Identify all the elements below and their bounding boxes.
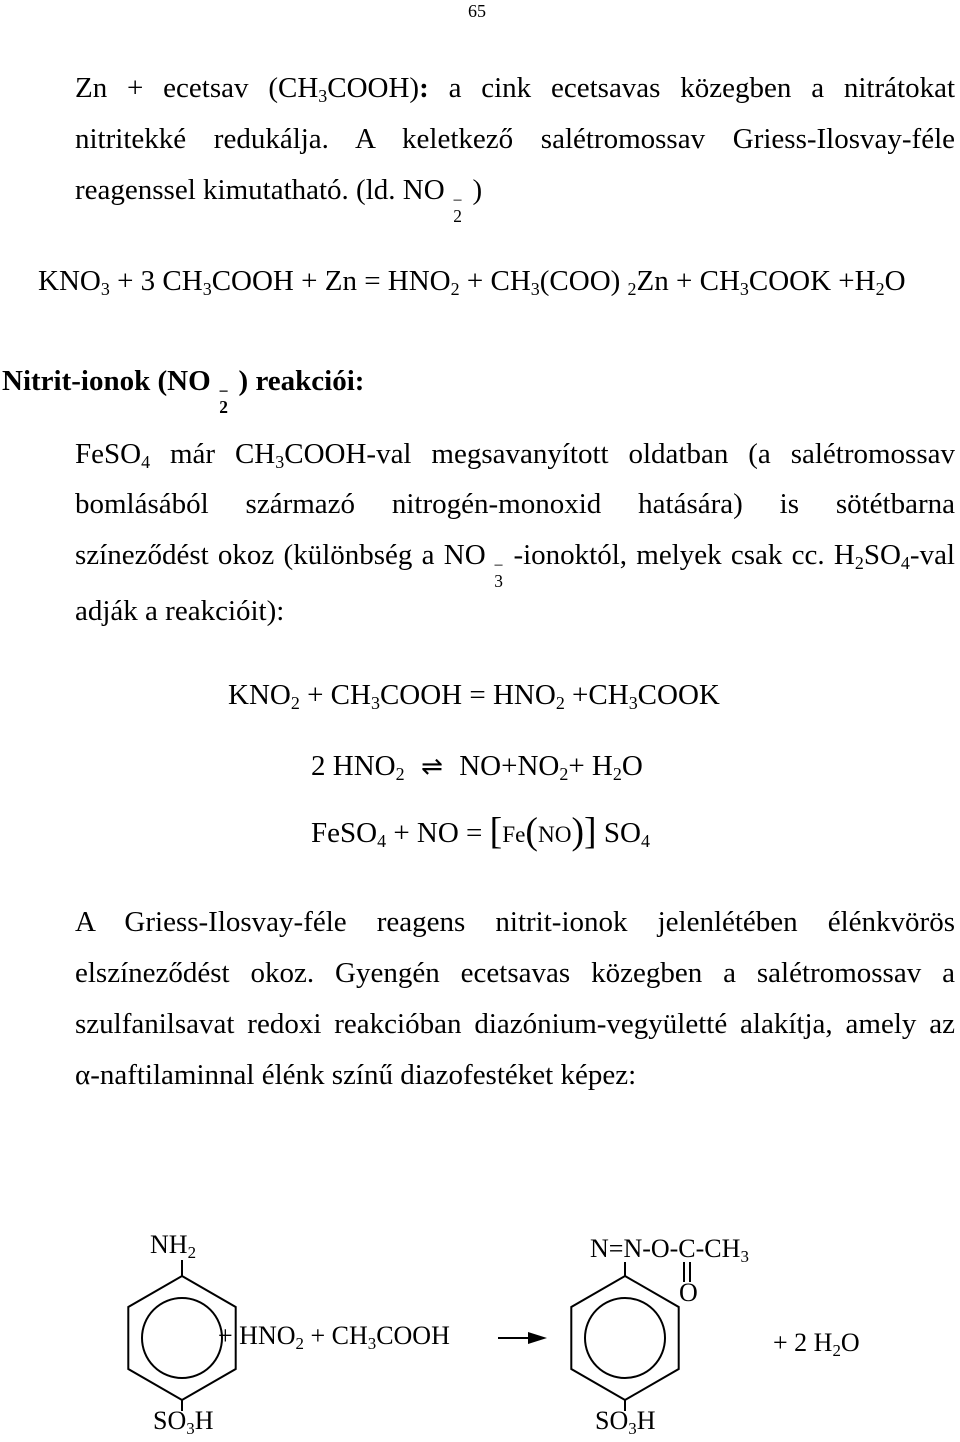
text-run: O — [679, 1278, 698, 1307]
label-byproduct — [773, 1328, 860, 1361]
bracket-content: Fe — [502, 822, 526, 848]
subscript: 3 — [367, 1334, 377, 1354]
bracket-content: NO — [537, 822, 572, 848]
paragraph-line — [75, 1050, 955, 1100]
equation — [228, 670, 720, 720]
text-run: már CH — [150, 438, 276, 470]
paragraph-line — [75, 63, 955, 113]
ion-subscript: 2 — [219, 396, 228, 417]
subscript: 2 — [832, 1341, 841, 1361]
paragraph-line — [75, 530, 955, 591]
text-run: 2 HNO — [311, 750, 396, 782]
text-run: COOK — [637, 679, 720, 711]
text-run: α-naftilaminnal élénk színű diazofestéket képez: — [75, 1059, 637, 1091]
paragraph-line — [75, 586, 955, 636]
bold-text: : — [419, 72, 429, 104]
subscript: 2 — [555, 693, 565, 714]
subscript: 3 — [739, 279, 749, 300]
subscript: 3 — [370, 693, 380, 714]
equation — [311, 808, 650, 858]
text-run: KNO — [228, 679, 291, 711]
subscript: 2 — [559, 764, 569, 785]
large-bracket: ) — [571, 810, 585, 853]
aromatic-circle-reactant — [142, 1298, 222, 1378]
text-run — [405, 750, 412, 782]
subscript: 3 — [186, 1419, 195, 1439]
subscript: 3 — [628, 693, 638, 714]
text-run: COOH) — [327, 72, 420, 104]
ion-charge: − — [493, 555, 504, 576]
text-run: A Griess-Ilosvay-féle reagens nitrit-ionok jelenlétében élénkvörös — [75, 906, 955, 938]
text-run: -ionoktól, melyek csak cc. H — [513, 539, 855, 571]
text-run: + HNO — [218, 1321, 296, 1350]
ion-charge: − — [452, 190, 463, 211]
paragraph-line — [75, 897, 955, 947]
text-run: H — [636, 1406, 656, 1435]
large-bracket: ] — [584, 810, 597, 853]
text-run: + CH — [459, 265, 531, 297]
subscript: 3 — [740, 1247, 749, 1267]
text-run: SO — [596, 817, 641, 849]
text-run: nitritekké redukálja. A keletkező salétromossav Griess-Ilosvay-féle — [75, 123, 955, 155]
text-run: -val — [909, 539, 955, 571]
subscript: 2 — [450, 279, 460, 300]
text-run: COOH-val megsavanyított oldatban (a salétromossav — [284, 438, 955, 470]
text-run: Zn + ecetsav (CH — [75, 72, 319, 104]
subscript: 2 — [290, 693, 300, 714]
text-run: szulfanilsavat redoxi reakcióban diazónium-vegyületté alakítja, amely az — [75, 1008, 955, 1040]
ion-charge-stack — [218, 381, 229, 417]
subscript: 2 — [187, 1243, 197, 1263]
subscript: 3 — [530, 279, 540, 300]
subscript: 3 — [100, 279, 110, 300]
label-reagents — [218, 1321, 450, 1354]
text-run: ) — [472, 174, 483, 206]
subscript: 3 — [628, 1419, 637, 1439]
text-run: O — [621, 750, 643, 782]
ion-charge: − — [218, 381, 229, 402]
aromatic-circle-product — [585, 1298, 665, 1378]
large-bracket: ( — [525, 810, 538, 853]
paragraph-line — [75, 948, 955, 998]
text-run: + CH — [303, 1321, 368, 1350]
text-run: a cink ecetsavas közegben a nitrátokat — [428, 72, 956, 104]
text-run: + H — [568, 750, 613, 782]
text-run: COOH = HNO — [379, 679, 556, 711]
text-run: SO — [863, 539, 901, 571]
equation-nitrate-reduction — [38, 256, 906, 306]
text-run: FeSO — [75, 438, 142, 470]
subscript: 2 — [295, 1334, 304, 1354]
label-carbonyl-oxygen — [679, 1278, 698, 1308]
subscript: 4 — [377, 831, 387, 852]
text-run: + NO = — [386, 817, 490, 849]
paragraph-line — [75, 165, 955, 226]
subscript: 2 — [875, 279, 885, 300]
text-run: SO — [595, 1406, 629, 1435]
text-run: Nitrit-ionok (NO — [2, 365, 211, 397]
paragraph-line — [75, 429, 955, 479]
text-run: Zn + CH — [636, 265, 740, 297]
text-run: NH — [150, 1230, 188, 1259]
subscript: 3 — [202, 279, 212, 300]
subscript: 2 — [395, 764, 405, 785]
reaction-arrow-head — [528, 1332, 547, 1344]
subscript: 3 — [275, 452, 285, 473]
paragraph-line — [75, 999, 955, 1049]
ion-subscript: 2 — [453, 205, 462, 226]
text-run: (COO) — [539, 265, 628, 297]
paragraph-line — [75, 114, 955, 164]
subscript: 4 — [900, 553, 910, 574]
paragraph-line — [75, 479, 955, 529]
label-amino-group — [150, 1230, 197, 1263]
text-run: ) reakciói: — [238, 365, 365, 397]
text-run: +CH — [564, 679, 629, 711]
benzene-ring-product — [571, 1276, 678, 1400]
label-sulfo-group-reactant — [153, 1406, 214, 1439]
subscript: 2 — [627, 279, 637, 300]
text-run: SO — [153, 1406, 187, 1435]
text-run: O — [840, 1328, 860, 1357]
text-run: H — [194, 1406, 214, 1435]
text-run: elszíneződést okoz. Gyengén ecetsavas közegben a salétromossav a — [75, 957, 955, 989]
equation — [311, 741, 643, 791]
equilibrium-arrow-icon: ⇌ — [420, 752, 443, 782]
text-run: adják a reakcióit): — [75, 595, 285, 627]
subscript: 2 — [854, 553, 864, 574]
text-run: N=N-O-C-CH — [590, 1234, 741, 1263]
text-run: + CH — [299, 679, 371, 711]
reaction-scheme — [0, 1200, 960, 1442]
ion-charge-stack — [452, 190, 463, 226]
text-run: O — [884, 265, 906, 297]
text-run: bomlásából származó nitrogén-monoxid hatására) is sötétbarna — [75, 488, 955, 520]
label-sulfo-group-product — [595, 1406, 656, 1439]
reaction-scheme-graphics — [0, 1200, 960, 1442]
subscript: 4 — [640, 831, 650, 852]
subscript: 3 — [318, 86, 328, 107]
ion-subscript: 3 — [494, 570, 503, 591]
text-run: NO+NO — [451, 750, 560, 782]
text-run: FeSO — [311, 817, 378, 849]
text-run: COOK +H — [748, 265, 876, 297]
subscript: 2 — [612, 764, 622, 785]
label-azo-ester-group — [590, 1234, 749, 1267]
text-run: KNO — [38, 265, 101, 297]
text-run: + 2 H — [773, 1328, 833, 1357]
text-run: + 3 CH — [109, 265, 203, 297]
text-run: reagenssel kimutatható. (ld. NO — [75, 174, 445, 206]
section-heading — [2, 356, 365, 417]
text-run: COOH + Zn = HNO — [211, 265, 451, 297]
ion-charge-stack — [493, 555, 504, 591]
page-number: 65 — [468, 1, 486, 21]
large-bracket: [ — [489, 810, 503, 853]
text-run: színeződést okoz (különbség a NO — [75, 539, 486, 571]
text-run: COOH — [376, 1321, 450, 1350]
subscript: 4 — [141, 452, 151, 473]
